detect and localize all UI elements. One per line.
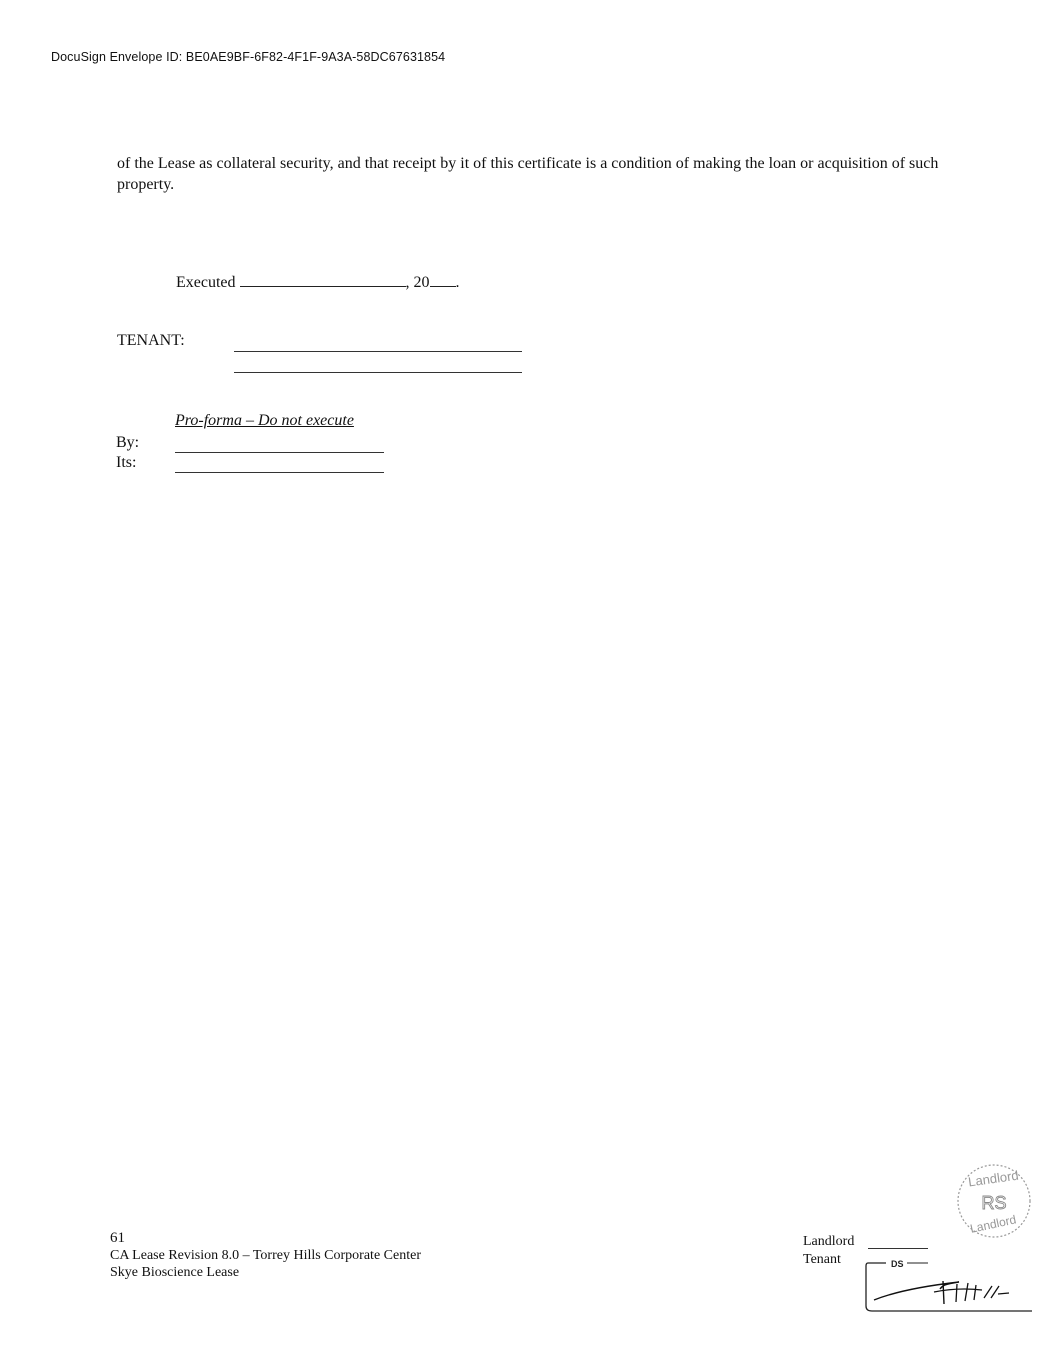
landlord-initials-line[interactable] [868, 1248, 928, 1249]
ds-tag: DS [891, 1259, 904, 1269]
executed-year-prefix: , 20 [405, 274, 430, 291]
seal-center-text: RS [981, 1193, 1007, 1213]
executed-label: Executed [176, 274, 236, 291]
by-label: By: [116, 434, 140, 451]
tenant-initials-label: Tenant [803, 1252, 841, 1267]
seal-stamp-icon [954, 1161, 1034, 1241]
by-signature-line[interactable] [175, 452, 384, 453]
landlord-initials-seal [954, 1161, 1034, 1246]
tenant-initials-signature-icon [864, 1256, 1034, 1314]
executed-period: . [455, 274, 460, 291]
tenant-name-line-2[interactable] [234, 372, 522, 373]
page-number: 61 [110, 1230, 125, 1246]
footer-lease-name: Skye Bioscience Lease [110, 1265, 240, 1280]
its-title-line[interactable] [175, 472, 384, 473]
page-footer [110, 1230, 421, 1281]
executed-date-blank[interactable] [240, 272, 406, 287]
seal-top-text: Landlord [967, 1167, 1020, 1190]
body-paragraph: of the Lease as collateral security, and that receipt by it of this certificate is a condition of making the loan or acquisition of such property. [117, 155, 939, 193]
docusign-envelope-id: DocuSign Envelope ID: BE0AE9BF-6F82-4F1F-9A3A-58DC67631854 [51, 50, 446, 64]
its-label: Its: [116, 454, 137, 471]
tenant-name-line-1[interactable] [234, 351, 522, 352]
proforma-note: Pro-forma – Do not execute [175, 412, 354, 429]
tenant-initials-box[interactable] [864, 1256, 1034, 1319]
executed-year-blank[interactable] [430, 272, 456, 287]
landlord-initials-label: Landlord [803, 1234, 855, 1249]
seal-bottom-text: Landlord [968, 1212, 1018, 1236]
tenant-label: TENANT: [117, 332, 185, 349]
footer-revision: CA Lease Revision 8.0 – Torrey Hills Corporate Center [110, 1248, 421, 1263]
initials-block [803, 1233, 854, 1269]
executed-line [176, 272, 460, 292]
